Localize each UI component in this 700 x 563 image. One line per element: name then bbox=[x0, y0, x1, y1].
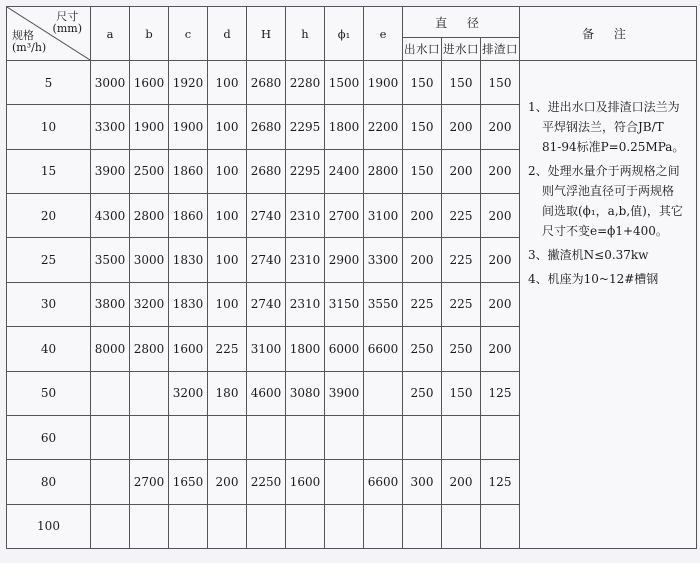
cell-a: 3500 bbox=[91, 238, 130, 282]
cell-slag-outlet bbox=[481, 415, 520, 459]
row-spec: 20 bbox=[7, 194, 91, 238]
cell-outlet: 200 bbox=[403, 194, 442, 238]
cell-outlet: 150 bbox=[403, 61, 442, 105]
cell-c: 1650 bbox=[169, 460, 208, 504]
cell-phi1 bbox=[325, 415, 364, 459]
cell-inlet: 200 bbox=[442, 105, 481, 149]
cell-outlet: 150 bbox=[403, 105, 442, 149]
cell-outlet bbox=[403, 415, 442, 459]
cell-phi1 bbox=[325, 504, 364, 548]
cell-slag-outlet: 200 bbox=[481, 105, 520, 149]
cell-inlet: 200 bbox=[442, 460, 481, 504]
col-header-phi1: ϕ₁ bbox=[325, 7, 364, 61]
cell-phi1: 3900 bbox=[325, 371, 364, 415]
cell-h: 2310 bbox=[286, 194, 325, 238]
cell-e: 3100 bbox=[364, 194, 403, 238]
row-spec: 25 bbox=[7, 238, 91, 282]
cell-inlet bbox=[442, 415, 481, 459]
cell-H bbox=[247, 504, 286, 548]
cell-H bbox=[247, 415, 286, 459]
cell-c: 1860 bbox=[169, 149, 208, 193]
row-spec: 5 bbox=[7, 61, 91, 105]
notes-cell bbox=[520, 61, 697, 549]
size-label bbox=[53, 11, 82, 35]
cell-phi1: 1500 bbox=[325, 61, 364, 105]
cell-phi1: 2900 bbox=[325, 238, 364, 282]
cell-inlet: 200 bbox=[442, 149, 481, 193]
cell-e bbox=[364, 504, 403, 548]
cell-inlet: 225 bbox=[442, 194, 481, 238]
cell-c: 1830 bbox=[169, 238, 208, 282]
cell-inlet bbox=[442, 504, 481, 548]
cell-H: 3100 bbox=[247, 327, 286, 371]
cell-h: 2310 bbox=[286, 282, 325, 326]
note-line: 2、处理水量介于两规格之间 bbox=[528, 164, 680, 178]
cell-c: 1830 bbox=[169, 282, 208, 326]
cell-c: 3200 bbox=[169, 371, 208, 415]
cell-e: 1900 bbox=[364, 61, 403, 105]
cell-b bbox=[130, 415, 169, 459]
cell-H: 2740 bbox=[247, 194, 286, 238]
note-item bbox=[528, 269, 690, 289]
spec-unit: (m³/h) bbox=[12, 41, 47, 54]
cell-d: 180 bbox=[208, 371, 247, 415]
row-spec: 80 bbox=[7, 460, 91, 504]
cell-inlet: 150 bbox=[442, 371, 481, 415]
col-header-b: b bbox=[130, 7, 169, 61]
cell-inlet: 250 bbox=[442, 327, 481, 371]
cell-outlet: 250 bbox=[403, 371, 442, 415]
cell-d: 100 bbox=[208, 238, 247, 282]
notes-list bbox=[528, 97, 690, 289]
notes-header: 备 注 bbox=[520, 7, 697, 61]
cell-a: 3000 bbox=[91, 61, 130, 105]
size-unit: (mm) bbox=[52, 22, 82, 35]
cell-H: 2680 bbox=[247, 105, 286, 149]
cell-phi1: 1800 bbox=[325, 105, 364, 149]
cell-h: 2280 bbox=[286, 61, 325, 105]
cell-H: 2740 bbox=[247, 282, 286, 326]
cell-e: 6600 bbox=[364, 327, 403, 371]
cell-e: 6600 bbox=[364, 460, 403, 504]
note-line: 1、进出水口及排渣口法兰为 bbox=[528, 100, 680, 114]
cell-a: 3800 bbox=[91, 282, 130, 326]
cell-a bbox=[91, 415, 130, 459]
cell-h: 2295 bbox=[286, 149, 325, 193]
cell-d: 100 bbox=[208, 149, 247, 193]
cell-c: 1920 bbox=[169, 61, 208, 105]
cell-H: 2680 bbox=[247, 61, 286, 105]
cell-b: 2800 bbox=[130, 194, 169, 238]
col-header-d: d bbox=[208, 7, 247, 61]
cell-phi1: 2700 bbox=[325, 194, 364, 238]
cell-e: 2800 bbox=[364, 149, 403, 193]
cell-inlet: 225 bbox=[442, 238, 481, 282]
row-spec: 30 bbox=[7, 282, 91, 326]
row-spec: 15 bbox=[7, 149, 91, 193]
cell-h: 2310 bbox=[286, 238, 325, 282]
spec-label bbox=[12, 30, 46, 54]
spec-sheet bbox=[6, 6, 696, 549]
cell-e bbox=[364, 415, 403, 459]
row-spec: 40 bbox=[7, 327, 91, 371]
col-header-slag-outlet: 排渣口 bbox=[481, 38, 520, 61]
col-header-H: H bbox=[247, 7, 286, 61]
cell-h bbox=[286, 504, 325, 548]
cell-b: 2700 bbox=[130, 460, 169, 504]
cell-b: 3200 bbox=[130, 282, 169, 326]
cell-slag-outlet: 200 bbox=[481, 327, 520, 371]
cell-b bbox=[130, 504, 169, 548]
cell-outlet: 225 bbox=[403, 282, 442, 326]
table-body bbox=[7, 61, 697, 549]
note-line: 平焊钢法兰，符合JB/T bbox=[542, 120, 664, 134]
col-header-e: e bbox=[364, 7, 403, 61]
row-spec: 50 bbox=[7, 371, 91, 415]
cell-c: 1860 bbox=[169, 194, 208, 238]
cell-d bbox=[208, 504, 247, 548]
cell-e: 3550 bbox=[364, 282, 403, 326]
cell-H: 4600 bbox=[247, 371, 286, 415]
row-spec: 10 bbox=[7, 105, 91, 149]
cell-a: 3900 bbox=[91, 149, 130, 193]
cell-H: 2740 bbox=[247, 238, 286, 282]
cell-outlet: 150 bbox=[403, 149, 442, 193]
cell-outlet: 300 bbox=[403, 460, 442, 504]
spec-table bbox=[6, 6, 697, 549]
diameter-group-header: 直 径 bbox=[403, 7, 520, 38]
cell-inlet: 225 bbox=[442, 282, 481, 326]
cell-b: 1600 bbox=[130, 61, 169, 105]
cell-slag-outlet: 200 bbox=[481, 238, 520, 282]
note-item bbox=[528, 97, 690, 157]
cell-outlet: 250 bbox=[403, 327, 442, 371]
cell-c: 1900 bbox=[169, 105, 208, 149]
cell-e: 3300 bbox=[364, 238, 403, 282]
cell-h bbox=[286, 415, 325, 459]
cell-H: 2250 bbox=[247, 460, 286, 504]
cell-H: 2680 bbox=[247, 149, 286, 193]
cell-a: 3300 bbox=[91, 105, 130, 149]
cell-c bbox=[169, 504, 208, 548]
cell-a bbox=[91, 504, 130, 548]
note-line: 81-94标准P=0.25MPa。 bbox=[542, 140, 685, 154]
col-header-c: c bbox=[169, 7, 208, 61]
cell-a: 4300 bbox=[91, 194, 130, 238]
row-spec: 100 bbox=[7, 504, 91, 548]
cell-d: 100 bbox=[208, 61, 247, 105]
cell-phi1: 3150 bbox=[325, 282, 364, 326]
cell-slag-outlet: 125 bbox=[481, 371, 520, 415]
spec-text: 规格 bbox=[12, 29, 34, 42]
cell-a bbox=[91, 371, 130, 415]
cell-phi1 bbox=[325, 460, 364, 504]
cell-h: 3080 bbox=[286, 371, 325, 415]
table-row bbox=[7, 61, 697, 105]
note-item bbox=[528, 161, 690, 241]
cell-d: 100 bbox=[208, 105, 247, 149]
cell-d bbox=[208, 415, 247, 459]
cell-outlet: 200 bbox=[403, 238, 442, 282]
cell-h: 1600 bbox=[286, 460, 325, 504]
cell-d: 225 bbox=[208, 327, 247, 371]
cell-e bbox=[364, 371, 403, 415]
cell-d: 200 bbox=[208, 460, 247, 504]
cell-slag-outlet: 200 bbox=[481, 194, 520, 238]
col-header-h: h bbox=[286, 7, 325, 61]
cell-phi1: 2400 bbox=[325, 149, 364, 193]
note-item bbox=[528, 245, 690, 265]
cell-slag-outlet: 200 bbox=[481, 282, 520, 326]
note-line: 则气浮池直径可于两规格 bbox=[542, 184, 675, 198]
note-line: 3、撇渣机N≤0.37kw bbox=[528, 248, 649, 262]
cell-b: 2500 bbox=[130, 149, 169, 193]
note-line: 间选取(ϕ₁，a,b,值)，其它 bbox=[542, 204, 683, 218]
cell-c: 1600 bbox=[169, 327, 208, 371]
note-line: 尺寸不变e=ϕ1+400。 bbox=[542, 224, 668, 238]
cell-slag-outlet: 200 bbox=[481, 149, 520, 193]
cell-a: 8000 bbox=[91, 327, 130, 371]
cell-slag-outlet bbox=[481, 504, 520, 548]
cell-a bbox=[91, 460, 130, 504]
size-text: 尺寸 bbox=[56, 10, 79, 23]
row-spec: 60 bbox=[7, 415, 91, 459]
cell-h: 1800 bbox=[286, 327, 325, 371]
note-line: 4、机座为10~12#槽钢 bbox=[528, 272, 659, 286]
cell-inlet: 150 bbox=[442, 61, 481, 105]
cell-d: 100 bbox=[208, 194, 247, 238]
cell-b: 1900 bbox=[130, 105, 169, 149]
cell-d: 100 bbox=[208, 282, 247, 326]
cell-e: 2200 bbox=[364, 105, 403, 149]
col-header-outlet: 出水口 bbox=[403, 38, 442, 61]
cell-phi1: 6000 bbox=[325, 327, 364, 371]
cell-c bbox=[169, 415, 208, 459]
col-header-a: a bbox=[91, 7, 130, 61]
cell-b: 3000 bbox=[130, 238, 169, 282]
cell-b: 2800 bbox=[130, 327, 169, 371]
cell-slag-outlet: 125 bbox=[481, 460, 520, 504]
corner-header bbox=[7, 7, 91, 61]
cell-b bbox=[130, 371, 169, 415]
col-header-inlet: 进水口 bbox=[442, 38, 481, 61]
cell-outlet bbox=[403, 504, 442, 548]
cell-slag-outlet: 150 bbox=[481, 61, 520, 105]
cell-h: 2295 bbox=[286, 105, 325, 149]
